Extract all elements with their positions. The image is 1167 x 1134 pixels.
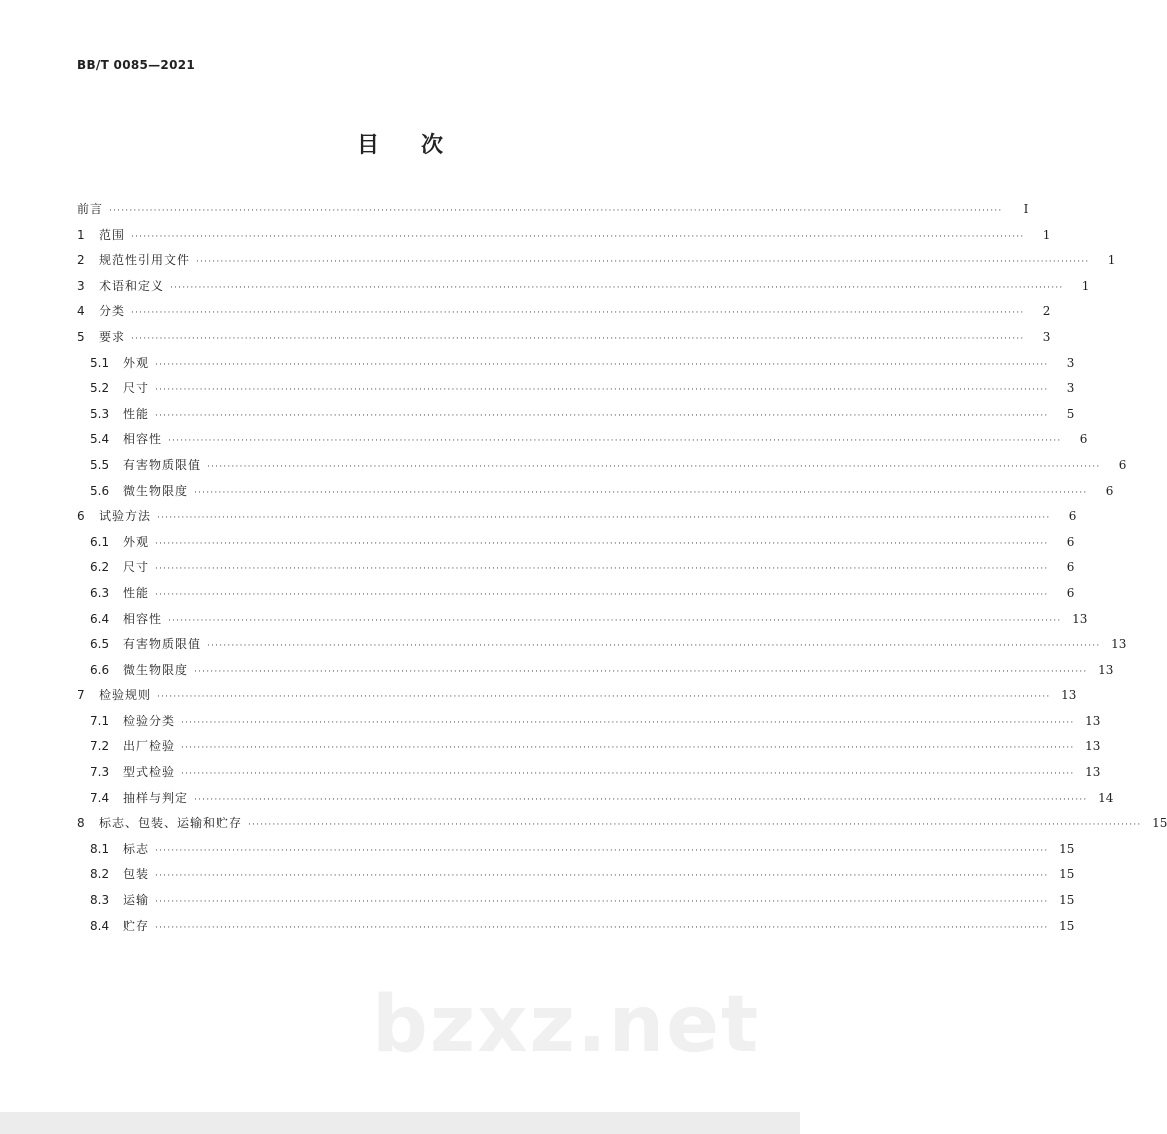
toc-entry-label: 运输	[123, 893, 150, 908]
toc-entry[interactable]	[77, 734, 1101, 760]
toc-entry-number: 5.2	[90, 381, 110, 396]
toc-entry-label: 外观	[123, 355, 150, 370]
toc-entry[interactable]	[77, 837, 1075, 863]
toc-entry[interactable]	[77, 274, 1090, 300]
toc-dot-leader: ····························································································································································································································	[194, 487, 1088, 498]
toc-entry[interactable]	[77, 581, 1075, 607]
toc-entry[interactable]	[77, 351, 1075, 377]
toc-entry[interactable]	[77, 402, 1075, 428]
page-title	[0, 128, 800, 159]
toc-entry-page-number: 15	[1059, 841, 1075, 856]
toc-entry-page-number: 3	[1042, 329, 1051, 344]
toc-entry-number: 6.3	[90, 585, 110, 600]
toc-entry-label: 分类	[99, 304, 126, 319]
toc-entry-page-number: 13	[1061, 688, 1077, 703]
toc-dot-leader: ····························································································································································································································	[196, 257, 1090, 268]
table-of-contents	[77, 197, 1167, 939]
toc-entry-page-number: 2	[1042, 304, 1051, 319]
toc-entry-label: 规范性引用文件	[99, 253, 191, 268]
toc-dot-leader: ····························································································································································································································	[157, 513, 1051, 524]
toc-entry-label: 微生物限度	[123, 483, 189, 498]
toc-entry-label: 抽样与判定	[123, 790, 189, 805]
toc-entry-label: 微生物限度	[123, 662, 189, 677]
toc-entry-label: 性能	[123, 585, 150, 600]
toc-entry-number: 6.5	[90, 637, 110, 652]
toc-dot-leader: ····························································································································································································································	[155, 410, 1049, 421]
toc-entry-label: 范围	[99, 227, 126, 242]
toc-entry-page-number: 14	[1098, 790, 1114, 805]
toc-entry-page-number: 13	[1111, 637, 1127, 652]
toc-entry[interactable]	[77, 862, 1075, 888]
toc-dot-leader: ····························································································································································································································	[157, 692, 1051, 703]
toc-entry-label: 外观	[123, 534, 150, 549]
toc-entry-number: 8	[77, 816, 85, 831]
toc-entry-page-number: 6	[1068, 509, 1077, 524]
toc-dot-leader: ····························································································································································································································	[155, 385, 1049, 396]
toc-dot-leader: ····························································································································································································································	[181, 717, 1075, 728]
toc-entry-label: 型式检验	[123, 765, 176, 780]
toc-entry[interactable]	[77, 453, 1127, 479]
toc-entry[interactable]	[77, 427, 1088, 453]
toc-entry[interactable]	[77, 479, 1114, 505]
toc-entry-label: 相容性	[123, 611, 163, 626]
toc-entry-page-number: 1	[1081, 278, 1090, 293]
toc-entry-page-number: 1	[1107, 253, 1116, 268]
toc-entry-page-number: 15	[1059, 867, 1075, 882]
toc-entry-label: 有害物质限值	[123, 637, 202, 652]
toc-dot-leader: ····························································································································································································································	[170, 282, 1064, 293]
toc-entry-page-number: 3	[1066, 381, 1075, 396]
toc-dot-leader: ····························································································································································································································	[109, 206, 1003, 216]
toc-entry-number: 6.4	[90, 611, 110, 626]
toc-entry-number: 7.3	[90, 765, 110, 780]
toc-entry[interactable]	[77, 607, 1088, 633]
toc-entry-number: 1	[77, 227, 85, 242]
toc-entry-label: 贮存	[123, 918, 150, 933]
toc-dot-leader: ····························································································································································································································	[155, 897, 1049, 908]
toc-dot-leader: ····························································································································································································································	[155, 871, 1049, 882]
toc-entry-page-number: 15	[1152, 816, 1167, 831]
toc-entry-label: 尺寸	[123, 560, 150, 575]
toc-entry-page-number: 15	[1059, 893, 1075, 908]
toc-entry-number: 7.2	[90, 739, 110, 754]
toc-entry[interactable]	[77, 325, 1051, 351]
toc-entry-page-number: 13	[1098, 662, 1114, 677]
toc-entry[interactable]	[77, 223, 1051, 249]
toc-entry-number: 7.4	[90, 790, 110, 805]
toc-dot-leader: ····························································································································································································································	[207, 461, 1101, 472]
toc-dot-leader: ····························································································································································································································	[181, 743, 1075, 754]
toc-entry-label: 相容性	[123, 432, 163, 447]
toc-entry-page-number: 13	[1085, 739, 1101, 754]
toc-entry[interactable]	[77, 530, 1075, 556]
toc-entry[interactable]	[77, 786, 1114, 812]
toc-dot-leader: ····························································································································································································································	[131, 308, 1025, 319]
toc-entry-label: 检验规则	[99, 688, 152, 703]
toc-entry-number: 2	[77, 253, 85, 268]
toc-entry[interactable]	[77, 299, 1051, 325]
toc-dot-leader: ····························································································································································································································	[155, 589, 1049, 600]
toc-entry-number: 5.6	[90, 483, 110, 498]
toc-entry-label: 尺寸	[123, 381, 150, 396]
toc-entry-page-number: 6	[1105, 483, 1114, 498]
toc-entry[interactable]	[77, 632, 1127, 658]
toc-dot-leader: ····························································································································································································································	[168, 615, 1062, 626]
toc-entry[interactable]	[77, 760, 1101, 786]
toc-entry[interactable]	[77, 914, 1075, 940]
toc-entry-label: 试验方法	[99, 509, 152, 524]
toc-dot-leader: ····························································································································································································································	[194, 666, 1088, 677]
toc-entry[interactable]	[77, 197, 1029, 223]
toc-entry-page-number: 13	[1085, 765, 1101, 780]
toc-dot-leader: ····························································································································································································································	[131, 231, 1025, 242]
toc-entry[interactable]	[77, 709, 1101, 735]
toc-entry[interactable]	[77, 888, 1075, 914]
toc-dot-leader: ····························································································································································································································	[131, 333, 1025, 344]
toc-dot-leader: ····························································································································································································································	[248, 820, 1142, 831]
toc-entry-label: 性能	[123, 406, 150, 421]
toc-entry-label: 要求	[99, 329, 126, 344]
toc-entry[interactable]	[77, 248, 1116, 274]
toc-entry[interactable]	[77, 811, 1167, 837]
standard-code: BB/T 0085—2021	[77, 58, 196, 72]
toc-dot-leader: ····························································································································································································································	[155, 845, 1049, 856]
toc-entry-page-number: 6	[1066, 534, 1075, 549]
toc-entry-label: 包装	[123, 867, 150, 882]
toc-entry-label: 标志	[123, 841, 150, 856]
toc-dot-leader: ····························································································································································································································	[155, 564, 1049, 575]
toc-entry[interactable]	[77, 376, 1075, 402]
toc-entry-label: 前言	[77, 202, 104, 216]
toc-entry-number: 8.4	[90, 918, 110, 933]
toc-entry-label: 出厂检验	[123, 739, 176, 754]
toc-entry-number: 7	[77, 688, 85, 703]
toc-entry-number: 6.6	[90, 662, 110, 677]
watermark: bzxz.net	[372, 980, 761, 1070]
toc-entry-number: 6.1	[90, 534, 110, 549]
toc-entry-page-number: 3	[1066, 355, 1075, 370]
toc-entry-number: 6.2	[90, 560, 110, 575]
toc-dot-leader: ····························································································································································································································	[194, 794, 1088, 805]
toc-dot-leader: ····························································································································································································································	[207, 641, 1101, 652]
toc-entry-number: 8.3	[90, 893, 110, 908]
toc-dot-leader: ····························································································································································································································	[181, 769, 1075, 780]
toc-entry-number: 5	[77, 329, 85, 344]
toc-entry-page-number: 5	[1066, 406, 1075, 421]
toc-dot-leader: ····························································································································································································································	[155, 538, 1049, 549]
toc-entry-label: 术语和定义	[99, 278, 165, 293]
title-char-2: 次	[421, 132, 444, 158]
toc-entry-number: 3	[77, 278, 85, 293]
toc-entry-label: 有害物质限值	[123, 457, 202, 472]
toc-entry-page-number: I	[1023, 202, 1029, 216]
toc-entry-number: 7.1	[90, 713, 110, 728]
toc-dot-leader: ····························································································································································································································	[155, 922, 1049, 933]
toc-entry-number: 4	[77, 304, 85, 319]
toc-entry-page-number: 6	[1066, 585, 1075, 600]
toc-entry-number: 8.1	[90, 841, 110, 856]
toc-entry-page-number: 1	[1042, 227, 1051, 242]
toc-entry[interactable]	[77, 683, 1077, 709]
toc-entry-page-number: 13	[1072, 611, 1088, 626]
toc-entry[interactable]	[77, 658, 1114, 684]
toc-entry-number: 6	[77, 509, 85, 524]
toc-entry-label: 检验分类	[123, 713, 176, 728]
toc-entry-number: 5.1	[90, 355, 110, 370]
toc-entry-number: 5.3	[90, 406, 110, 421]
toc-dot-leader: ····························································································································································································································	[155, 359, 1049, 370]
toc-entry-number: 5.5	[90, 457, 110, 472]
toc-entry-number: 5.4	[90, 432, 110, 447]
title-char-1: 目	[356, 132, 379, 158]
toc-entry-page-number: 13	[1085, 713, 1101, 728]
toc-entry-page-number: 6	[1118, 457, 1127, 472]
toc-entry-page-number: 6	[1079, 432, 1088, 447]
toc-entry-label: 标志、包装、运输和贮存	[99, 816, 243, 831]
toc-entry-page-number: 6	[1066, 560, 1075, 575]
toc-dot-leader: ····························································································································································································································	[168, 436, 1062, 447]
toc-entry-page-number: 15	[1059, 918, 1075, 933]
bottom-strip	[0, 1112, 800, 1134]
toc-entry[interactable]	[77, 555, 1075, 581]
toc-entry[interactable]	[77, 504, 1077, 530]
toc-entry-number: 8.2	[90, 867, 110, 882]
